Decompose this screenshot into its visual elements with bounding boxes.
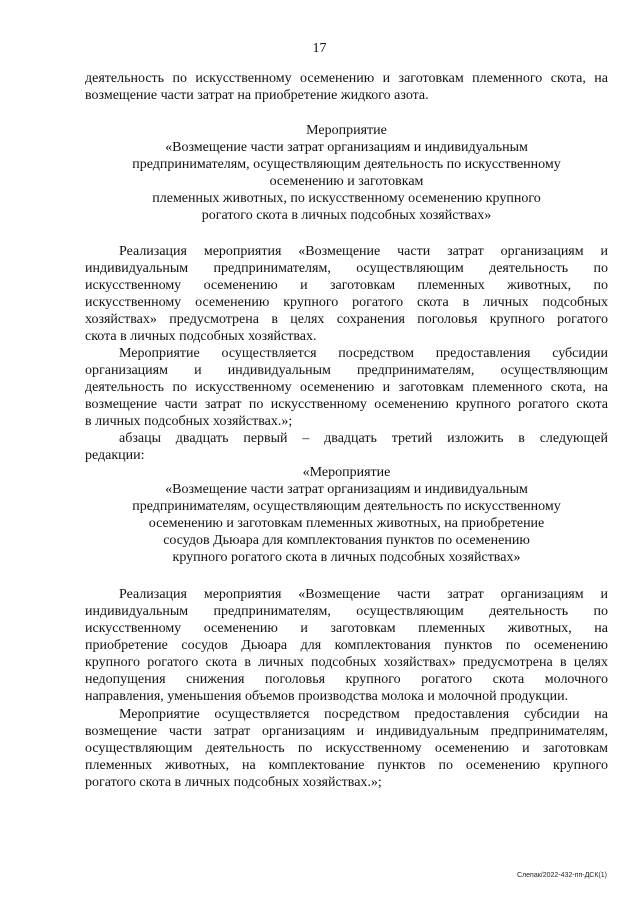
instruction-paragraph (85, 430, 608, 464)
text-line: возмещение части затрат на приобретение жидкого азота. (85, 88, 429, 103)
section1-heading (85, 122, 608, 224)
text-line: рогатого скота в личных подсобных хозяйствах.»; (85, 775, 382, 790)
text-line: недопущения снижения поголовья крупного рогатого скота молочного (85, 672, 608, 687)
heading-line: «Мероприятие (302, 465, 391, 480)
heading-line: предпринимателям, осуществляющим деятельность по искусственному (132, 157, 561, 172)
text-line: деятельность по искусственному осеменению и заготовкам племенного скота, на (85, 71, 608, 86)
text-line: искусственному осеменению и заготовкам племенных животных, по (85, 278, 608, 293)
text-line: искусственному осеменению крупного рогатого скота в личных подсобных (85, 295, 608, 310)
heading-line: Мероприятие (306, 123, 387, 138)
text-line: деятельность по искусственному осеменению и заготовкам племенного скота, на (85, 380, 608, 395)
text-line: возмещение части затрат организациям и индивидуальным предпринимателям, (85, 724, 608, 739)
text-line: направления, уменьшения объемов производства молока и молочной продукции. (85, 689, 569, 704)
section2-heading (85, 464, 608, 566)
heading-line: осеменению и заготовкам (269, 174, 424, 189)
intro-paragraph (85, 70, 608, 104)
heading-line: рогатого скота в личных подсобных хозяйствах» (201, 208, 492, 223)
heading-line: «Возмещение части затрат организациям и индивидуальным (165, 482, 528, 497)
text-line: индивидуальным предпринимателям, осуществляющим деятельность по (85, 604, 608, 619)
heading-line: сосудов Дьюара для комплектования пунктов по осеменению (163, 533, 530, 548)
text-line: абзацы двадцать первый – двадцать третий изложить в следующей (119, 431, 608, 446)
text-line: в личных подсобных хозяйствах.»; (85, 414, 293, 429)
document-footer-code: Слепак/2022-432-пп-ДСК(1) (517, 872, 607, 879)
text-line: Мероприятие осуществляется посредством предоставления субсидии (119, 346, 608, 361)
text-line: искусственному осеменению и заготовкам племенных животных, на (85, 621, 608, 636)
text-line: Мероприятие осуществляется посредством предоставления субсидии на (119, 707, 608, 722)
text-line: Реализация мероприятия «Возмещение части затрат организациям и (119, 587, 608, 602)
section2-paragraph-2 (85, 706, 608, 791)
text-line: хозяйствах» предусмотрена в целях сохранения поголовья крупного рогатого (85, 312, 608, 327)
text-line: приобретение сосудов Дьюара для комплектования пунктов по осеменению (85, 638, 608, 653)
section1-paragraph-1 (85, 243, 608, 345)
text-line: осуществляющим деятельность по искусственному осеменению и заготовкам (85, 741, 608, 756)
text-line: Реализация мероприятия «Возмещение части затрат организациям и (119, 244, 608, 259)
text-line: скота в личных подсобных хозяйствах. (85, 329, 317, 344)
section2-paragraph-1 (85, 586, 608, 705)
text-line: племенных животных, на комплектование пунктов по осеменению крупного (85, 758, 608, 773)
text-line: организациям и индивидуальным предпринимателям, осуществляющим (85, 363, 608, 378)
heading-line: осеменению и заготовкам племенных животных, на приобретение (148, 516, 545, 531)
text-line: редакции: (85, 448, 145, 463)
heading-line: «Возмещение части затрат организациям и индивидуальным (165, 140, 528, 155)
text-line: возмещение части затрат по искусственному осеменению крупного рогатого скота (85, 397, 608, 412)
heading-line: племенных животных, по искусственному осеменению крупного (152, 191, 541, 206)
text-line: крупного рогатого скота в личных подсобных хозяйствах» предусмотрена в целях (85, 655, 608, 670)
text-line: индивидуальным предпринимателям, осуществляющим деятельность по (85, 261, 608, 276)
heading-line: крупного рогатого скота в личных подсобных хозяйствах» (172, 550, 521, 565)
page-number: 17 (312, 41, 327, 56)
section1-paragraph-2 (85, 345, 608, 430)
heading-line: предпринимателям, осуществляющим деятельность по искусственному (132, 499, 561, 514)
